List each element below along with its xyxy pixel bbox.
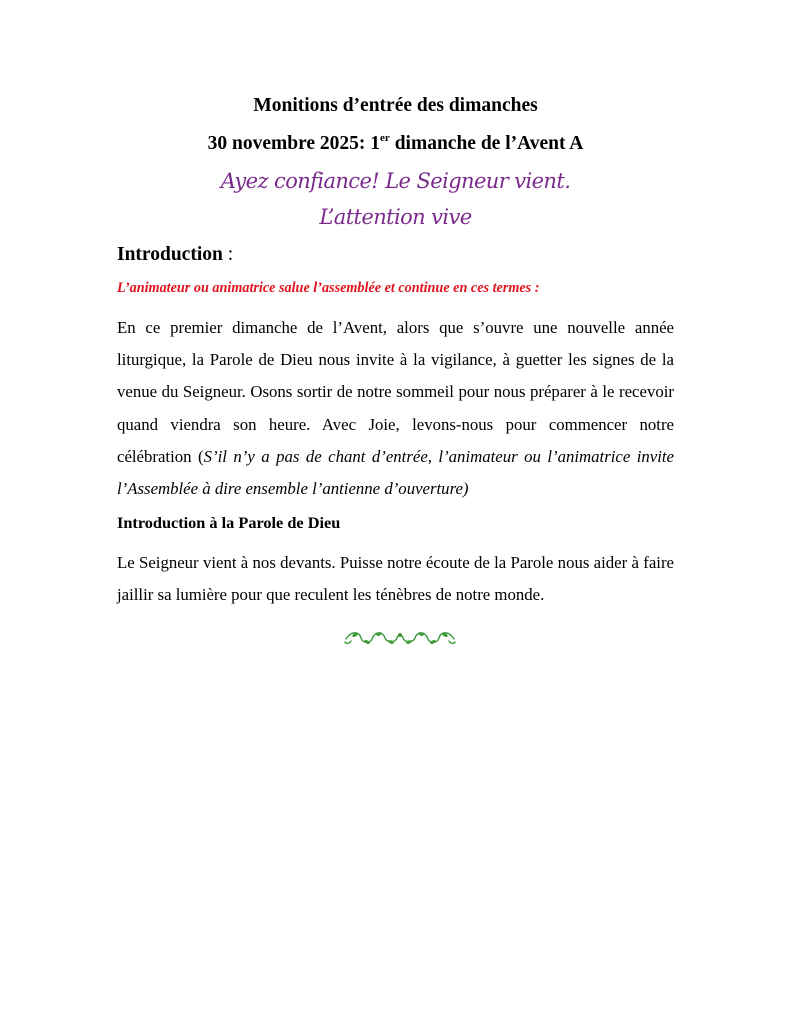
floral-divider-icon	[343, 627, 457, 649]
introduction-heading-text: Introduction	[117, 244, 223, 265]
document-date-title	[0, 132, 791, 156]
subtitle-theme: Ayez confiance! Le Seigneur vient.	[220, 169, 571, 193]
parole-paragraph: Le Seigneur vient à nos devants. Puisse notre écoute de la Parole nous aider à faire jaillir sa lumière pour que reculent les ténèbres de notre monde.	[117, 553, 674, 605]
introduction-heading	[117, 243, 233, 267]
animator-instruction: L’animateur ou animatrice salue l’assemblée et continue en ces termes :	[117, 280, 540, 296]
ordinal-superscript: er	[380, 131, 390, 144]
date-title-rest: dimanche de l’Avent A	[389, 133, 584, 154]
introduction-paragraph-text: En ce premier dimanche de l’Avent, alors que s’ouvre une nouvelle année liturgique, la Parole de Dieu nous invite à la vigilance, à guetter les signes de la venue du Seigneur. Osons sortir de notre sommeil pour nous préparer à le recevoir quand viendra son heure. Avec Joie, levons-nous pour commencer notre célébration (	[117, 318, 674, 466]
date-title-main: 30 novembre 2025: 1	[207, 133, 381, 154]
subtitle-attention: L’attention vive	[319, 205, 472, 229]
introduction-heading-colon: :	[222, 244, 234, 265]
introduction-paragraph	[117, 312, 674, 505]
parole-heading: Introduction à la Parole de Dieu	[117, 513, 341, 532]
introduction-paragraph-italic: S’il n’y a pas de chant d’entrée, l’animateur ou l’animatrice invite l’Assemblée à dire ensemble l’antienne d’ouverture)	[117, 446, 675, 499]
document-title: Monitions d’entrée des dimanches	[253, 95, 538, 116]
